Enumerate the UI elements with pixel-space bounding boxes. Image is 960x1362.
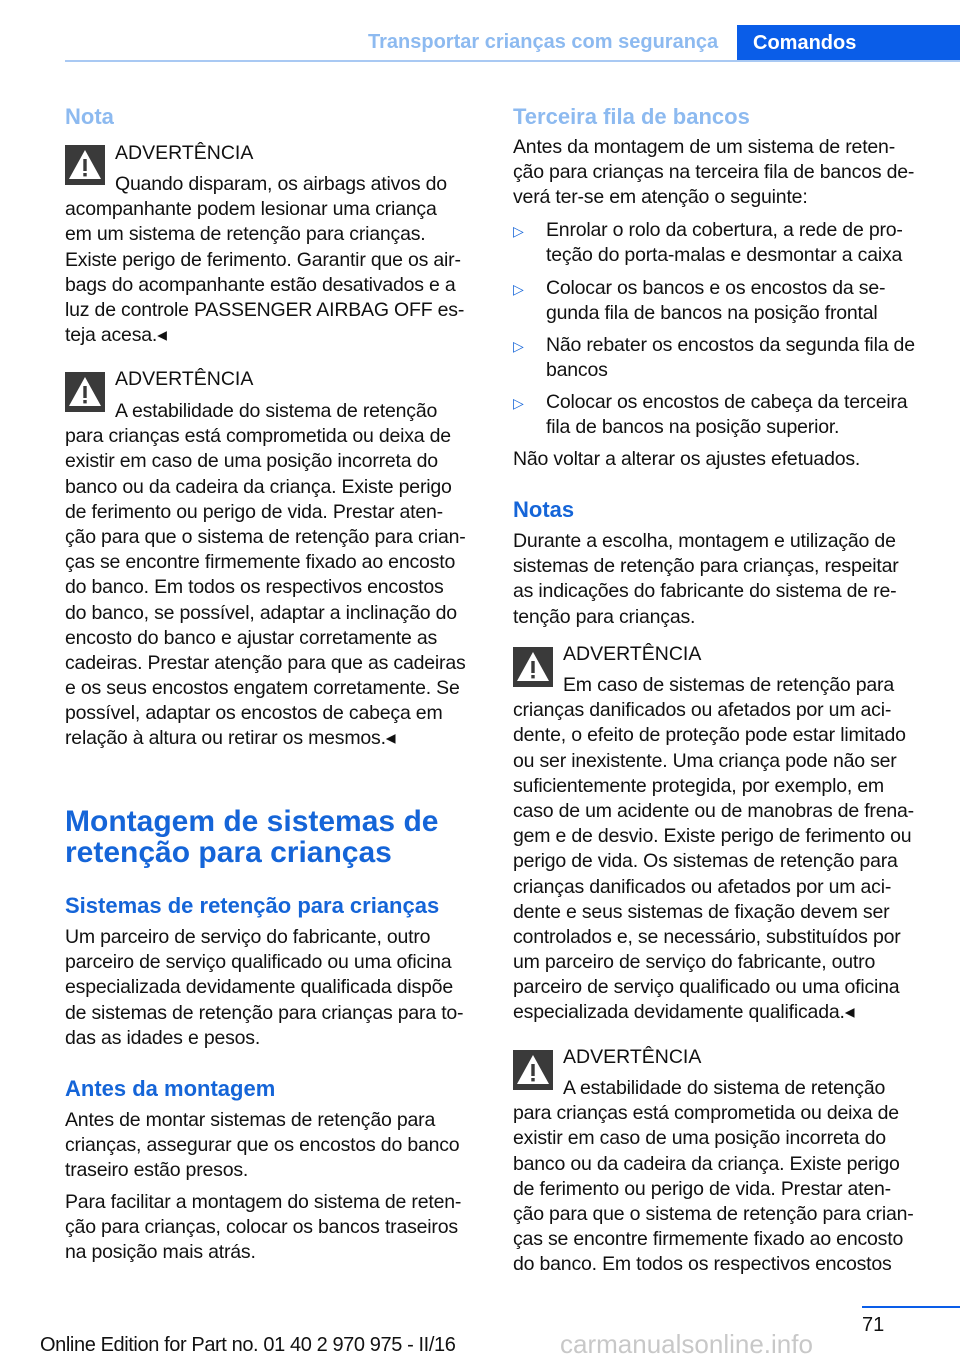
text-line: fila de bancos na posição superior. xyxy=(546,416,840,439)
text-line: ção para crianças na terceira fila de bancos de- xyxy=(513,161,915,184)
text-line: possível, adaptar os encostos de cabeça em xyxy=(65,702,443,725)
text-line: um parceiro de serviço do fabricante, outro xyxy=(513,951,876,974)
text-line: de sistemas de retenção para crianças para to- xyxy=(65,1001,464,1024)
text-line: Antes de montar sistemas de retenção para xyxy=(65,1109,436,1131)
text-line: bancos xyxy=(546,359,608,382)
text-line: ção para que o sistema de retenção para crian- xyxy=(65,525,466,548)
text-line: na posição mais atrás. xyxy=(65,1241,256,1264)
text-line: parceiro de serviço qualificado ou uma oficina xyxy=(513,976,900,999)
bullet-item xyxy=(546,333,915,383)
text-line: relação à altura ou retirar os mesmos.◂ xyxy=(65,727,396,750)
warning-text-3 xyxy=(513,673,914,1026)
text-line: caso de um acidente ou de manobras de frena- xyxy=(513,799,914,822)
text-line: Colocar os encostos de cabeça da terceira xyxy=(546,391,908,413)
text-line: teção do porta-malas e desmontar a caixa xyxy=(546,244,903,267)
text-line: tenção para crianças. xyxy=(513,605,696,628)
text-line: do banco, se possível, adaptar a inclinação do xyxy=(65,601,457,624)
warning-text-4 xyxy=(513,1076,914,1278)
text-line: encosto do banco e ajustar corretamente as xyxy=(65,626,438,649)
text-line: do banco. Em todos os respectivos encostos xyxy=(513,1253,892,1276)
text-line: A estabilidade do sistema de retenção xyxy=(115,400,438,422)
text-line: em um sistema de retenção para crianças. xyxy=(65,223,426,246)
text-line: teja acesa.◂ xyxy=(65,324,167,347)
text-line: e os seus encostos engatem corretamente. Se xyxy=(65,677,460,700)
warning-label: ADVERTÊNCIA xyxy=(563,643,702,665)
text-line: banco ou da cadeira da criança. Existe perigo xyxy=(513,1152,900,1175)
text-line: luz de controle PASSENGER AIRBAG OFF es- xyxy=(65,298,465,321)
text-line: A estabilidade do sistema de retenção xyxy=(563,1077,886,1099)
text-line: de ferimento ou perigo de vida. Prestar aten- xyxy=(65,500,443,523)
text-line: Um parceiro de serviço do fabricante, outro xyxy=(65,926,431,948)
text-line: existir em caso de uma posição incorreta do xyxy=(65,450,438,473)
text-line: Colocar os bancos e os encostos da se- xyxy=(546,277,886,299)
text-line: crianças, assegurar que os encostos do banco xyxy=(65,1134,460,1157)
text-line: Não rebater os encostos da segunda fila de xyxy=(546,334,915,356)
text-line: de ferimento ou perigo de vida. Prestar aten- xyxy=(513,1177,891,1200)
text-line: sistemas de retenção para crianças, respeitar xyxy=(513,555,899,578)
text-line: Enrolar o rolo da cobertura, a rede de pro- xyxy=(546,219,903,241)
text-line: suficientemente protegida, por exemplo, em xyxy=(513,774,884,797)
text-line: perigo de vida. Os sistemas de retenção para xyxy=(513,850,898,873)
notas-heading: Notas xyxy=(513,497,575,522)
page-number: 71 xyxy=(862,1314,885,1336)
paragraph xyxy=(513,447,860,472)
text-line: especializada devidamente qualificada.◂ xyxy=(513,1001,855,1024)
text-line: Em caso de sistemas de retenção para xyxy=(563,674,894,696)
paragraph xyxy=(513,529,899,630)
text-line: Montagem de sistemas de xyxy=(65,805,439,838)
text-line: acompanhante podem lesionar uma criança xyxy=(65,198,437,221)
chapter-tab[interactable]: Comandos xyxy=(737,25,960,62)
text-line: verá ter-se em atenção o seguinte: xyxy=(513,186,808,209)
text-line: das as idades e pesos. xyxy=(65,1026,261,1049)
warning-text-2 xyxy=(65,399,466,752)
text-line: parceiro de serviço qualificado ou uma oficina xyxy=(65,951,452,974)
text-line: ção para crianças, colocar os bancos traseiros xyxy=(65,1216,458,1239)
section-title: Transportar crianças com segurança xyxy=(368,31,719,53)
subheading-systems: Sistemas de retenção para crianças xyxy=(65,893,440,918)
watermark: carmanualsonline.info xyxy=(560,1329,813,1359)
text-line: traseiro estão presos. xyxy=(65,1159,249,1182)
triangle-right-icon: ▷ xyxy=(513,338,524,354)
text-line: cadeiras. Prestar atenção para que as cadeiras xyxy=(65,651,466,674)
text-line: ças se encontre firmemente fixado ao encosto xyxy=(65,551,456,574)
text-line: para crianças está comprometida ou deixa de xyxy=(513,1102,899,1125)
triangle-right-icon: ▷ xyxy=(513,395,524,411)
text-line: crianças danificados ou afetados por um aci- xyxy=(513,875,892,898)
warning-label: ADVERTÊNCIA xyxy=(563,1046,702,1068)
main-heading xyxy=(65,806,438,868)
text-line: dente e seus sistemas de fixação devem ser xyxy=(513,900,890,923)
text-line: para crianças está comprometida ou deixa de xyxy=(65,425,451,448)
text-line: crianças danificados ou afetados por um aci- xyxy=(513,699,892,722)
bullet-item xyxy=(546,390,907,440)
triangle-right-icon: ▷ xyxy=(513,281,524,297)
text-line: bags do acompanhante estão desativados e a xyxy=(65,273,456,296)
bullet-item xyxy=(546,218,903,268)
subheading-before-mounting: Antes da montagem xyxy=(65,1076,276,1101)
third-row-heading: Terceira fila de bancos xyxy=(513,104,750,129)
paragraph xyxy=(513,135,914,211)
text-line: ças se encontre firmemente fixado ao encosto xyxy=(513,1228,904,1251)
text-line: retenção para crianças xyxy=(65,836,392,869)
text-line: gunda fila de bancos na posição frontal xyxy=(546,302,878,325)
text-line: existir em caso de uma posição incorreta do xyxy=(513,1127,886,1150)
text-line: as indicações do fabricante do sistema de re- xyxy=(513,580,897,603)
nota-heading: Nota xyxy=(65,104,114,129)
paragraph xyxy=(65,925,463,1051)
bullet-item xyxy=(546,276,885,326)
text-line: Antes da montagem de um sistema de reten- xyxy=(513,136,896,158)
text-line: do banco. Em todos os respectivos encostos xyxy=(65,576,444,599)
header-divider xyxy=(65,60,960,62)
text-line: especializada devidamente qualificada dispõe xyxy=(65,976,453,999)
text-line: banco ou da cadeira da criança. Existe perigo xyxy=(65,475,452,498)
paragraph xyxy=(65,1108,459,1184)
footer-divider xyxy=(862,1306,960,1308)
text-line: dente, o efeito de proteção pode estar limitado xyxy=(513,724,906,747)
triangle-right-icon: ▷ xyxy=(513,223,524,239)
text-line: Durante a escolha, montagem e utilização de xyxy=(513,530,896,552)
footer-edition: Online Edition for Part no. 01 40 2 970 975 - II/16 xyxy=(40,1334,456,1356)
paragraph xyxy=(65,1190,461,1266)
text-line: controlados e, se necessário, substituídos por xyxy=(513,925,901,948)
text-line: Para facilitar a montagem do sistema de reten- xyxy=(65,1191,462,1213)
text-line: Existe perigo de ferimento. Garantir que os air- xyxy=(65,248,461,271)
text-line: Quando disparam, os airbags ativos do xyxy=(115,173,447,195)
text-line: ção para que o sistema de retenção para crian- xyxy=(513,1202,914,1225)
text-line: Não voltar a alterar os ajustes efetuados. xyxy=(513,448,861,470)
warning-text-1 xyxy=(65,172,464,348)
warning-label: ADVERTÊNCIA xyxy=(115,368,254,390)
text-line: gem e de desvio. Existe perigo de ferimento ou xyxy=(513,825,912,848)
warning-label: ADVERTÊNCIA xyxy=(115,142,254,164)
text-line: ou ser inexistente. Uma criança pode não ser xyxy=(513,749,897,772)
